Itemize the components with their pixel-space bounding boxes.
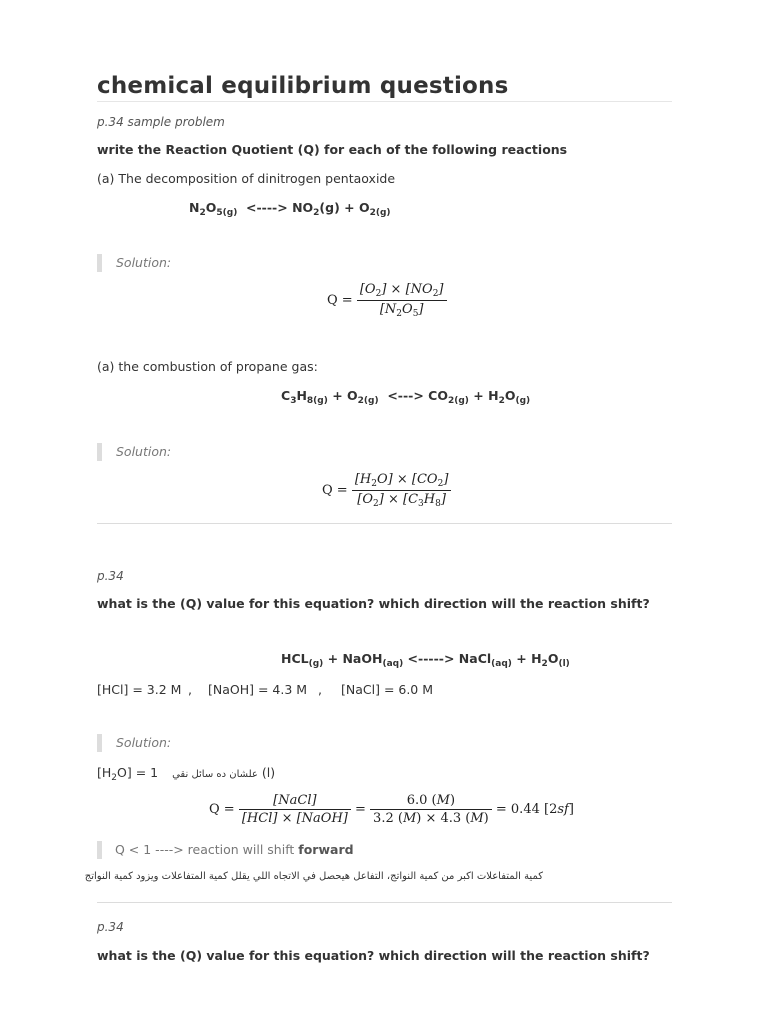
conc-hcl: [HCl] = 3.2 M <box>97 682 182 697</box>
water-note-arabic: علشان ده سائل نقي <box>172 769 258 780</box>
shift-text: Q < 1 ----> reaction will shift <box>115 842 299 857</box>
part-b-label: (a) the combustion of propane gas: <box>97 359 318 374</box>
section3-ref: p.34 <box>97 920 124 934</box>
water-note: $[H_2O] = 1$ علشان ده سائل نقي (l) <box>97 765 276 783</box>
equation-hcl: $HCL_{(g)}$ + NaOH$_{(aq)}$ <-----> NaCl$_{(aq)}$ + $H_2O_{(l)}$ <box>281 651 570 669</box>
equation-n2o5: $N_2O_{5(g)}$ <----> $NO_2(g) + O_{2(g)}$ <box>189 200 391 218</box>
formula-q-n2o5: Q = $\frac{[O_2] \times [NO_2]}{[N_2O_5]}$ <box>327 282 447 319</box>
conc-nacl: [NaCl] = 6.0 M <box>341 682 434 697</box>
page-title: chemical equilibrium questions <box>97 73 509 99</box>
solution-quote-1 <box>97 254 676 272</box>
formula-q-propane: Q = $\frac{[H_2O] \times [CO_2]}{[O_2] \times [C_3H_8]}$ <box>322 472 451 509</box>
water-note-left: [H <box>97 765 112 780</box>
title-divider <box>97 101 672 102</box>
section-divider <box>97 902 672 903</box>
arabic-explanation: كمية المتفاعلات اكبر من كمية النواتج، التفاعل هيحصل في الاتجاه اللي يقلل كمية المتفاعلات ويزود كمية النواتج <box>84 871 543 882</box>
solution-quote-3 <box>97 734 676 752</box>
shift-direction: forward <box>298 842 354 857</box>
section-divider <box>97 523 672 524</box>
solution-quote-2 <box>97 443 676 461</box>
section2-ref: p.34 <box>97 569 124 583</box>
section1-ref: p.34 sample problem <box>97 115 225 129</box>
shift-quote <box>97 841 675 859</box>
conc-naoh: [NaOH] = 4.3 M <box>208 682 308 697</box>
equation-propane: $C_3H_{8(g)} + O_{2(g)}$ <---> $CO_{2(g)} + H_2O_{(g)}$ <box>281 388 531 406</box>
solution-label: Solution: <box>116 735 172 750</box>
section2-question: what is the (Q) value for this equation? which direction will the reaction shift? <box>97 596 650 611</box>
solution-label: Solution: <box>116 444 172 459</box>
part-a-label: (a) The decomposition of dinitrogen pentaoxide <box>97 171 396 186</box>
formula-q-value: Q = $\frac{\text{[NaCl]}}{\text{[HCl] × [NaOH]}}$ = $\frac{6.0 (M)}{3.2 (M) \times 4.3 (M)}$ = 0.44 [2sf] <box>209 793 574 826</box>
solution-label: Solution: <box>116 255 172 270</box>
water-note-mid: O] = 1 <box>117 765 159 780</box>
section1-instruction: write the Reaction Quotient (Q) for each of the following reactions <box>97 142 568 157</box>
conc-sep-1: , <box>188 682 192 697</box>
water-note-state: (l) <box>261 765 276 780</box>
section3-question: what is the (Q) value for this equation? which direction will the reaction shift? <box>97 948 650 963</box>
conc-sep-2: , <box>318 682 322 697</box>
